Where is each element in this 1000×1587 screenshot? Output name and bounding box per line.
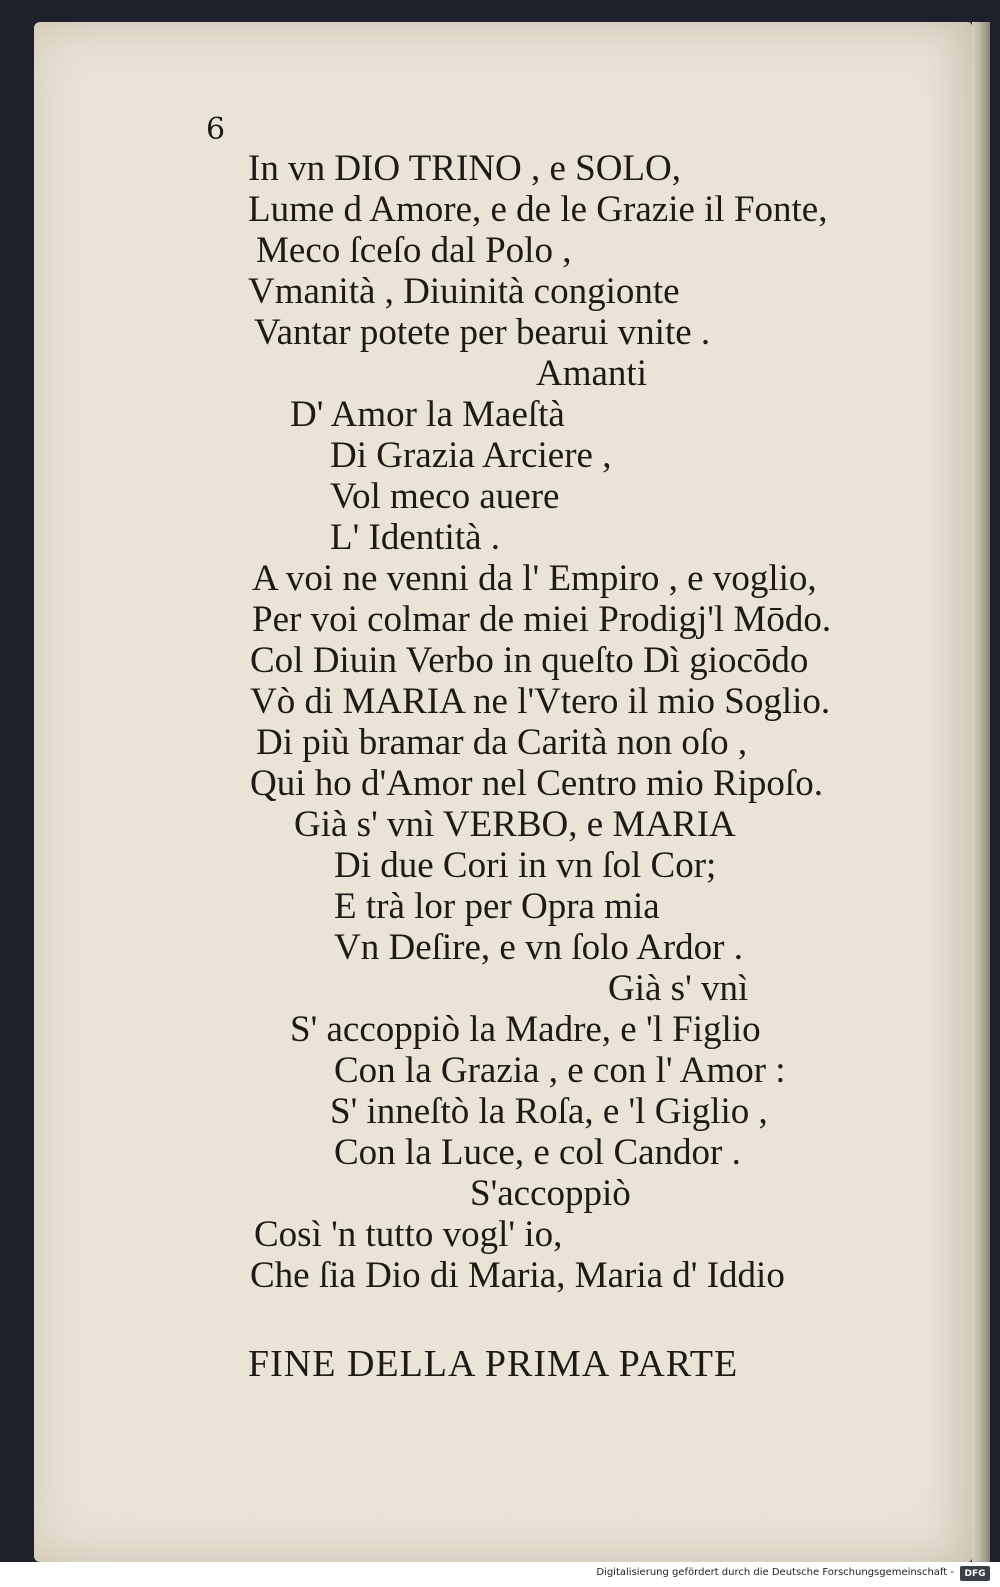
verse-line: D' Amor la Maeſtà: [290, 394, 565, 435]
verse-line: Lume d Amore, e de le Grazie il Fonte,: [248, 189, 828, 230]
verse-line: S' inneſtò la Roſa, e 'l Giglio ,: [330, 1091, 768, 1132]
verse-line: Vol meco auere: [330, 476, 560, 517]
verse-line: Amanti: [536, 353, 647, 394]
verse-line: Vò di MARIA ne l'Vtero il mio Soglio.: [250, 681, 831, 722]
verse-line: Con la Luce, e col Candor .: [334, 1132, 741, 1173]
page-edge: [972, 22, 990, 1562]
verse-line: Vantar potete per bearui vnite .: [254, 312, 711, 353]
verse-line: L' Identità .: [330, 517, 501, 558]
verse-line: Che ſia Dio di Maria, Maria d' Iddio: [250, 1255, 785, 1296]
verse-line: Vmanità , Diuinità congionte: [248, 271, 680, 312]
verse-line: Di più bramar da Carità non oſo ,: [256, 722, 748, 763]
verse-line: Vn Deſire, e vn ſolo Ardor .: [334, 927, 743, 968]
verse-line: Con la Grazia , e con l' Amor :: [334, 1050, 786, 1091]
footer-credit: Digitalisierung gefördert durch die Deutsche Forschungsgemeinschaft -: [596, 1567, 954, 1578]
verse-line: S' accoppiò la Madre, e 'l Figlio: [290, 1009, 761, 1050]
verse-line: Meco ſceſo dal Polo ,: [256, 230, 572, 271]
verse-line: A voi ne venni da l' Empiro , e voglio,: [252, 558, 817, 599]
verse-line: Di Grazia Arciere ,: [330, 435, 612, 476]
verse-line: E trà lor per Opra mia: [334, 886, 660, 927]
verse-line: Per voi colmar de miei Prodigj'l Mōdo.: [252, 599, 832, 640]
dfg-logo: DFG: [960, 1566, 990, 1581]
verse-line: Già s' vnì VERBO, e MARIA: [294, 804, 736, 845]
verse-line: Qui ho d'Amor nel Centro mio Ripoſo.: [250, 763, 823, 804]
page-number: 6: [206, 112, 226, 147]
closing-title: FINE DELLA PRIMA PARTE: [248, 1343, 739, 1385]
verse-line: Già s' vnì: [608, 968, 749, 1009]
verse-line: Col Diuin Verbo in queſto Dì giocōdo: [250, 640, 809, 681]
verse-line: Così 'n tutto vogl' io,: [254, 1214, 563, 1255]
verse-line: S'accoppiò: [470, 1173, 631, 1214]
verse-line: In vn DIO TRINO , e SOLO,: [248, 148, 681, 189]
verse-line: Di due Cori in vn ſol Cor;: [334, 845, 717, 886]
